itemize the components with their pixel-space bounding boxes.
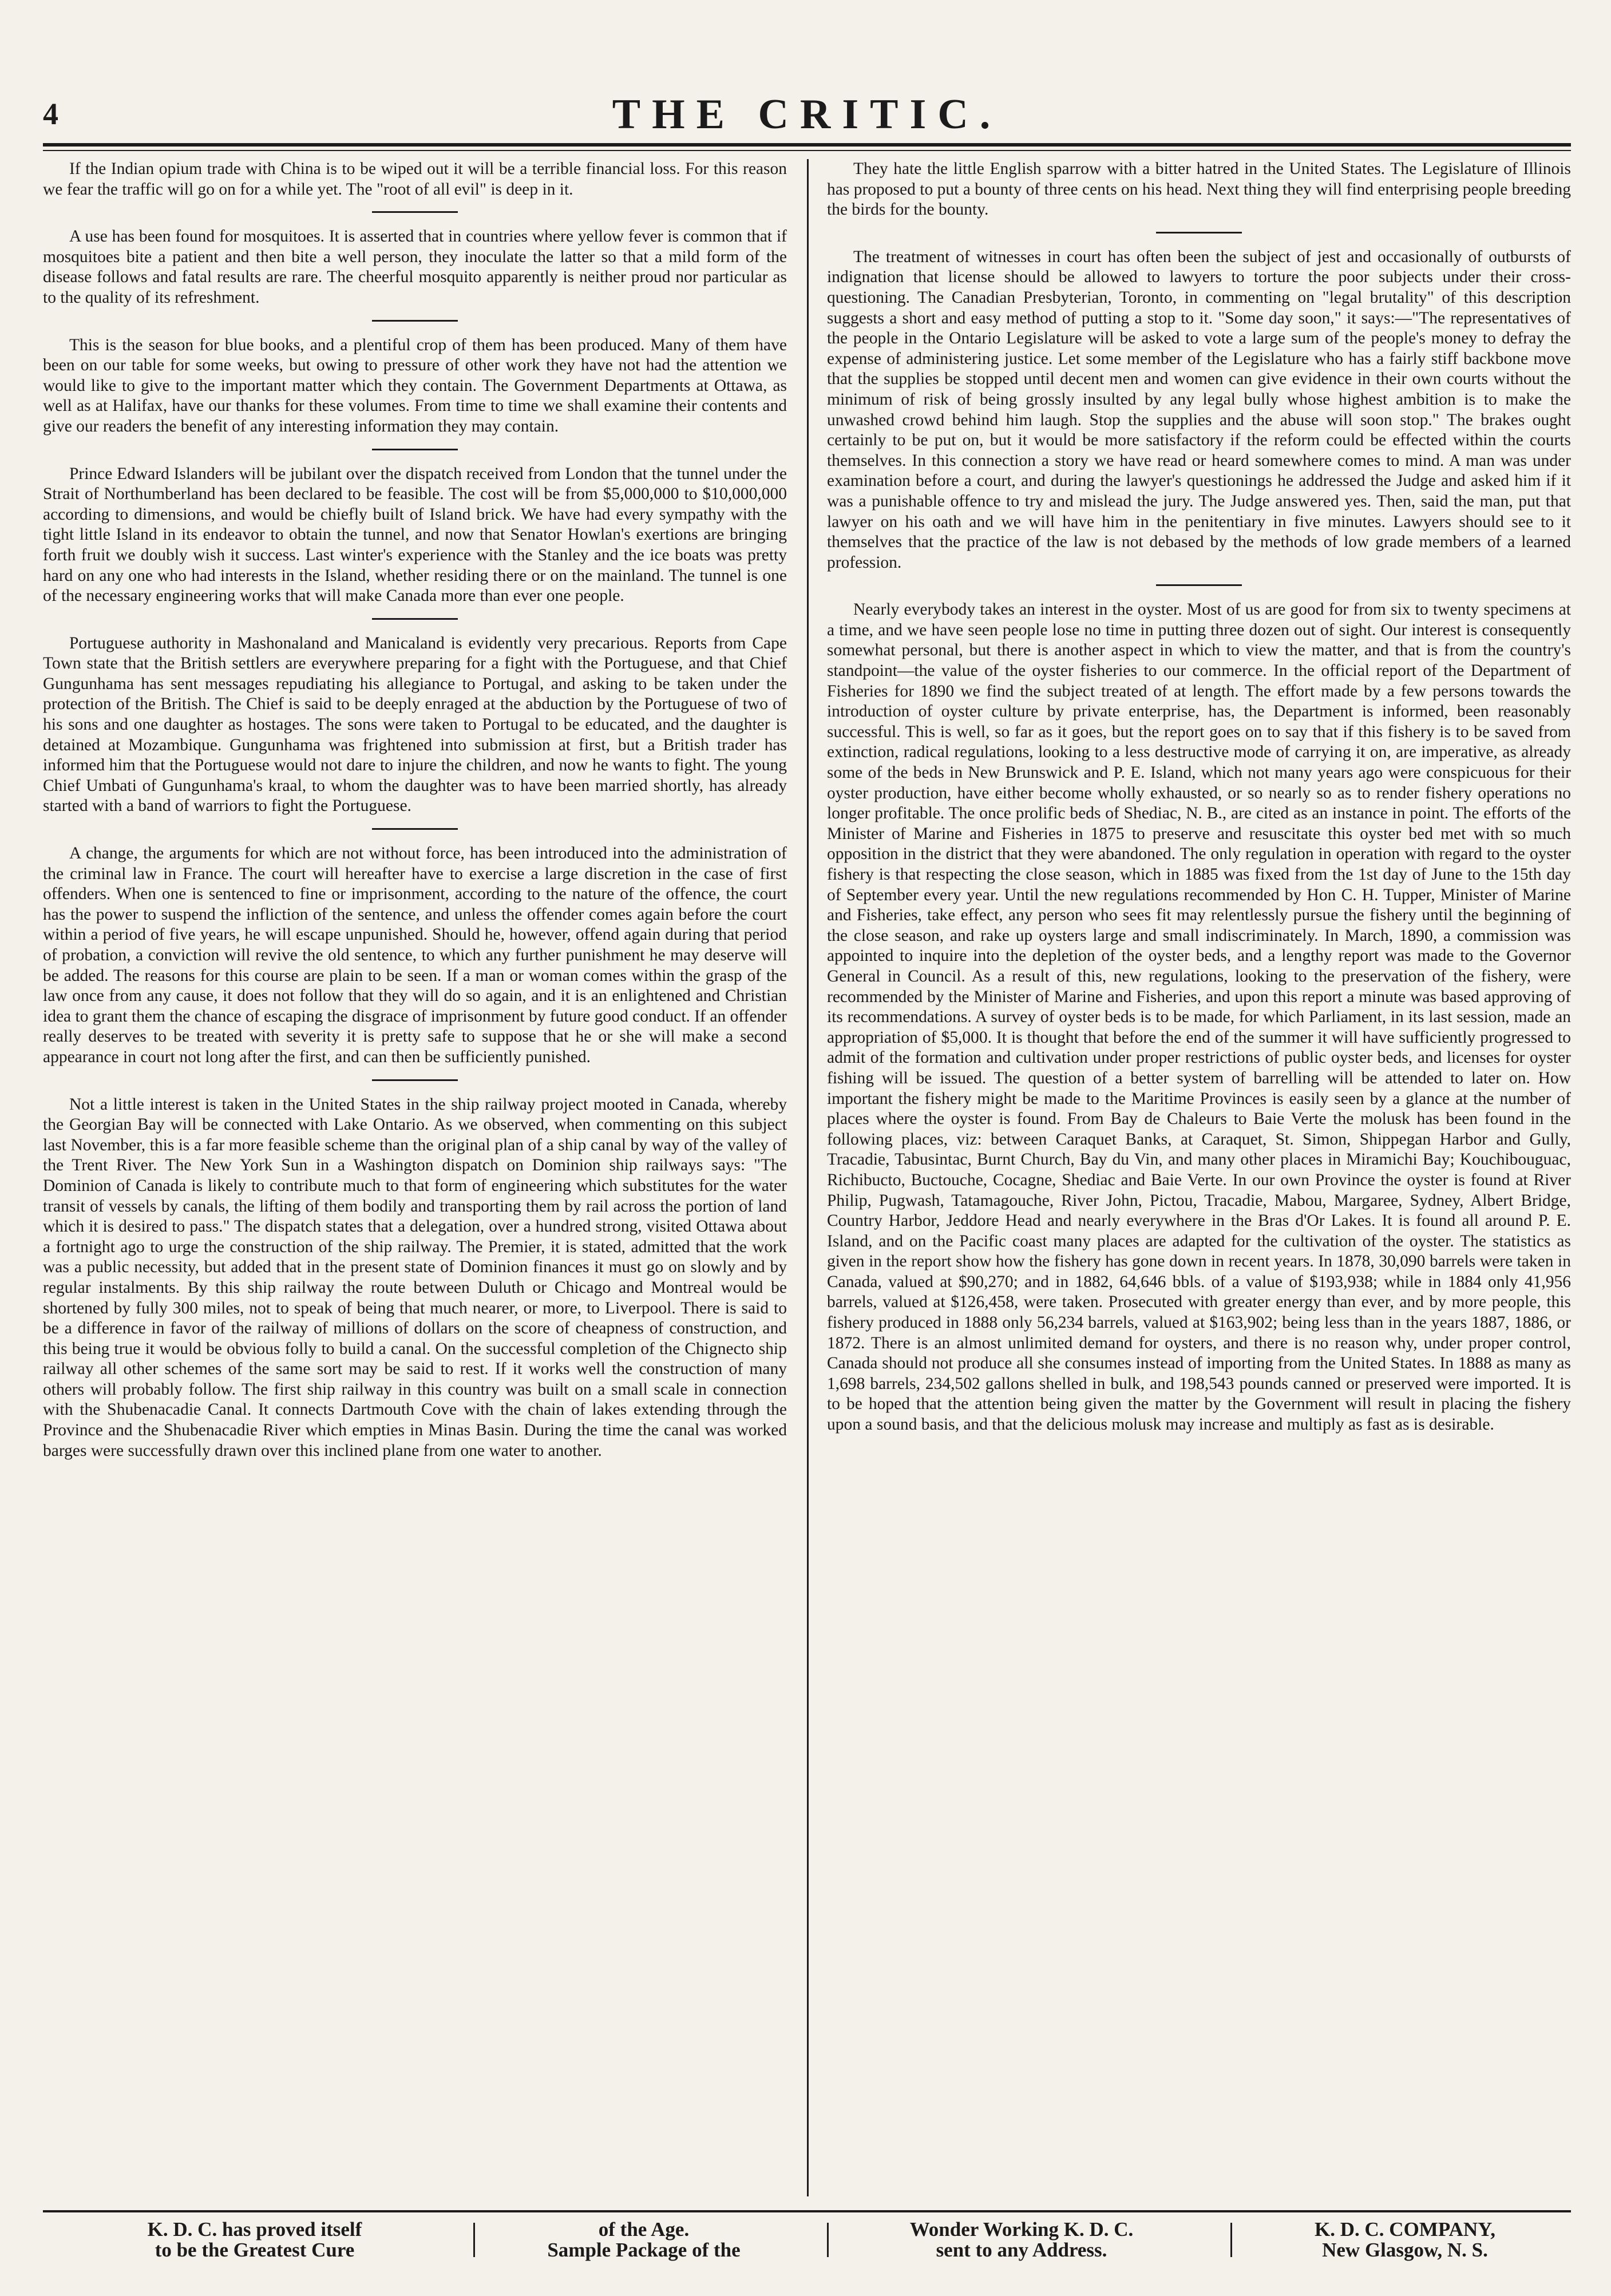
ad-line: Wonder Working K. D. C. [909, 2218, 1134, 2240]
article-separator [372, 211, 458, 213]
ad-divider [473, 2223, 475, 2257]
ad-cell-1 [43, 2219, 466, 2261]
right-column [827, 159, 1571, 2196]
article-separator [372, 320, 458, 322]
ad-cell-2 [481, 2219, 807, 2261]
article-separator [372, 618, 458, 620]
footer-advertisement [43, 2210, 1571, 2261]
ad-line: K. D. C. has proved itself [147, 2218, 362, 2240]
article-separator [1156, 584, 1242, 586]
newspaper-page [43, 86, 1571, 2261]
header-rule-thick [43, 143, 1571, 147]
article-criminal-law-france: A change, the arguments for which are not without force, has been introduced into the administration of the criminal law in France. The court will hereafter have to exercise a large discretion in the case of first offenders. When one is sentenced to fine or imprisonment, according to the nature of the offence, the court has the power to suspend the infliction of the sentence, and unless the offender comes again before the court within a period of five years, he will escape unpunished. Should he, however, offend again during that period of probation, a conviction will revive the old sentence, to which any further punishment he may deserve will be added. The reasons for this course are plain to be seen. If a man or woman comes within the grasp of the law once from any cause, it does not follow that they will do so again, and it is an enlightened and Christian idea to grant them the chance of escaping the disgrace of imprisonment by future good conduct. If an offender really deserves to be treated with severity it is pretty safe to suppose that he or she will make a second appearance in court not long after the first, and can then be sufficiently punished. [43, 844, 787, 1066]
article-mashonaland: Portuguese authority in Mashonaland and Manicaland is evidently very precarious. Reports from Cape Town state that the British settlers are everywhere preparing for a fight with the Portuguese, and that Chief Gungunhama has sent messages repudiating his allegiance to Portugal, and asking to be taken under the protection of the British. The Chief is said to be deeply enraged at the abduction by the Portuguese of two of his sons and one daughter as hostages. The sons were taken to Portugal to be educated, and the daughter is detained at Mozambique. Gungunhama was frightened into submission at first, but a British trader has informed him that the Portuguese would not dare to injure the children, and now he wants to fight. The young Chief Umbati of Gungunhama's kraal, to whom the daughter was to have been married shortly, has already started with a band of warriors to fight the Portuguese. [43, 634, 787, 816]
ad-line: New Glasgow, N. S. [1322, 2239, 1488, 2261]
page-number: 4 [43, 97, 58, 131]
article-separator [372, 1079, 458, 1081]
ad-line: Sample Package of the [547, 2239, 741, 2261]
article-blue-books: This is the season for blue books, and a plentiful crop of them has been produced. Many of them have been on our table for some weeks, but owing to pressure of other work they have not had the attention we would like to give to the important matter which they contain. The Government Departments at Ottawa, as well as at Halifax, have our thanks for these volumes. From time to time we shall examine their contents and give our readers the benefit of any interesting information they may contain. [43, 335, 787, 436]
ad-line: sent to any Address. [936, 2239, 1107, 2261]
article-separator [372, 449, 458, 450]
article-mosquitoes: A use has been found for mosquitoes. It is asserted that in countries where yellow fever is common that if mosquitoes bite a patient and then bite a well person, they inoculate the latter so that a mild form of the disease follows and fatal results are rare. The cheerful mosquito apparently is neither proud nor particular as to the quality of its refreshment. [43, 227, 787, 307]
header-rule-thin [43, 150, 1571, 151]
masthead-title: THE CRITIC. [612, 91, 1002, 138]
ad-line: of the Age. [598, 2218, 690, 2240]
ad-cell-4 [1239, 2219, 1571, 2261]
column-divider [807, 159, 809, 2196]
article-pei-tunnel: Prince Edward Islanders will be jubilant over the dispatch received from London that the tunnel under the Strait of Northumberland has been declared to be feasible. The cost will be from $5,000,000 to $10,000,000 according to dimensions, and would be chiefly built of Island brick. We have had every sympathy with the tight little Island in its endeavor to obtain the tunnel, and now that Senator Howlan's exertions are bringing forth fruit we doubly wish it success. Last winter's experience with the Stanley and the ice boats was pretty hard on any one who had interests in the Island, whether residing there or on the mainland. The tunnel is one of the necessary engineering works that will make Canada more than ever one people. [43, 464, 787, 605]
ad-divider [1230, 2223, 1232, 2257]
footer-rule [43, 2210, 1571, 2212]
article-columns [43, 159, 1571, 2196]
ad-line: K. D. C. COMPANY, [1315, 2218, 1495, 2240]
ad-cell-3 [836, 2219, 1208, 2261]
article-opium-trade: If the Indian opium trade with China is to be wiped out it will be a terrible financial loss. For this reason we fear the traffic will go on for a while yet. The "root of all evil" is deep in it. [43, 160, 787, 199]
article-english-sparrow: They hate the little English sparrow with a bitter hatred in the United States. The Legislature of Illinois has proposed to put a bounty of three cents on his head. Next thing they will find enterprising people breeding the birds for the bounty. [827, 160, 1571, 219]
page-header [43, 86, 1571, 146]
article-oyster-fisheries: Nearly everybody takes an interest in the oyster. Most of us are good for from six to twenty specimens at a time, and we have seen people lose no time in putting three dozen out of sight. Our interest is consequently somewhat personal, but there is another aspect in which to view the matter, and that is from the country's standpoint—the value of the oyster fisheries to our commerce. In the official report of the Department of Fisheries for 1890 we find the subject treated of at length. The effort made by a few persons towards the introduction of oyster culture by private enterprise, has, the Department is informed, been reasonably successful. This is well, so far as it goes, but the report goes on to say that if this fishery is to be saved from extinction, radical regulations, looking to a less destructive mode of carrying it on, are imperative, as already some of the beds in New Brunswick and P. E. Island, which not many years ago were conspicuous for their oyster production, have either become wholly exhausted, or so nearly so as to render fishery operations no longer profitable. The once prolific beds of Shediac, N. B., are cited as an instance in point. The efforts of the Minister of Marine and Fisheries in 1875 to preserve and resuscitate this oyster bed met with so much opposition in the district that they were abandoned. The only regulation in operation with regard to the oyster fishery is that respecting the close season, which in 1885 was fixed from the 1st day of June to the 15th day of September every year. Until the new regulations recommended by Hon C. H. Tupper, Minister of Marine and Fisheries, take effect, any person who sees fit may relentlessly pursue the fishery until the beginning of the close season, and rake up oysters large and small indiscriminately. In March, 1890, a commission was appointed to inquire into the depletion of the oyster beds, and a lengthy report was made to the Governor General in Council. As a result of this, new regulations, looking to the preservation of the fishery, were recommended by the Minister of Marine and Fisheries, and upon this report a minute was based approving of its recommendations. A survey of oyster beds is to be made, for which Parliament, in its last session, made an appropriation of $5,000. It is thought that before the end of the summer it will have sufficiently progressed to admit of the formation and cultivation under proper restrictions of public oyster beds, and licenses for oyster fishing will be issued. The question of a better system of barrelling will be attended to later on. How important the fishery might be made to the Maritime Provinces is easily seen by a glance at the number of places where the oyster is found. From Bay de Chaleurs to Baie Verte the molusk has been found in the following places, viz: between Caraquet Banks, at Caraquet, St. Simon, Shippegan Harbor and Gully, Tracadie, Tabusintac, Burnt Church, Bay du Vin, and many other places in Miramichi Bay; Kouchibouguac, Richibucto, Buctouche, Cocagne, Shediac and Baie Verte. In our own Province the oyster is found at River Philip, Pugwash, Tatamagouche, River John, Pictou, Tracadie, Mabou, Margaree, Sydney, Albert Bridge, Country Harbor, Jeddore Head and nearly everywhere in the Bras d'Or Lakes. It is found all around P. E. Island, and on the Pacific coast many places are adapted for the cultivation of the oyster. The statistics as given in the report show how the fishery has gone down in recent years. In 1878, 30,090 barrels were taken in Canada, valued at $90,270; and in 1882, 64,646 bbls. of a value of $193,938; while in 1884 only 41,956 barrels, valued at $126,458, were taken. Prosecuted with greater energy than ever, and by more people, this fishery produced in 1888 only 56,234 barrels, valued at $163,902; being less than in the years 1887, 1886, or 1872. There is an almost unlimited demand for oysters, and there is no reason why, under proper control, Canada should not produce all she consumes instead of importing from the United States. In 1888 as many as 1,698 barrels, 234,502 gallons shelled in bulk, and 198,543 pounds canned or preserved were imported. It is to be hoped that the attention being given the matter by the Government will result in placing the fishery upon a sound basis, and that the delicious molusk may increase and multiply as fast as is desirable. [827, 600, 1571, 1434]
article-ship-railway: Not a little interest is taken in the United States in the ship railway project mooted in Canada, whereby the Georgian Bay will be connected with Lake Ontario. As we observed, when commenting on this subject last November, this is a far more feasible scheme than the original plan of a ship canal by way of the valley of the Trent River. The New York Sun in a Washington dispatch on Dominion ship railways says: "The Dominion of Canada is likely to contribute much to that form of engineering which substitutes for the water transit of vessels by canals, the lifting of them bodily and transporting them by rail across the portion of land which it is desired to pass." The dispatch states that a delegation, over a hundred strong, visited Ottawa about a fortnight ago to urge the construction of the ship railway. The Premier, it is stated, admitted that the work was a public necessity, but added that in the present state of Dominion finances it must go on slowly and by regular instalments. By this ship railway the route between Duluth or Chicago and Montreal would be shortened by fully 300 miles, not to speak of being that much nearer, or more, to Liverpool. There is said to be a difference in favor of the railway of millions of dollars on the score of cheapness of construction, and this being true it would be obvious folly to build a canal. On the successful completion of the Chignecto ship railway all other schemes of the same sort may be said to rest. If it works well the construction of many others will probably follow. The first ship railway in this country was built on a small scale in connection with the Shubenacadie Canal. It connects Dartmouth Cove with the chain of lakes extending through the Province and the Shubenacadie River which empties in Minas Basin. During the time the canal was worked barges were successfully drawn over this inclined plane from one water to another. [43, 1095, 787, 1460]
article-witnesses-in-court: The treatment of witnesses in court has often been the subject of jest and occasionally of outbursts of indignation that license should be allowed to lawyers to torture the poor subjects under their cross-questioning. The Canadian Presbyterian, Toronto, in commenting on "legal brutality" of this description suggests a short and easy method of putting a stop to it. "Some day soon," it says:—"The representatives of the people in the Ontario Legislature will be asked to vote a large sum of the people's money to defray the expense of administering justice. Let some member of the Legislature who has a fairly stiff backbone move that the supplies be stopped until decent men and women can give evidence in their own courts without the minimum of risk of being grossly insulted by any legal bully whose highest ambition is to make the unwashed crowd behind him laugh. Stop the supplies and the abuse will soon stop." The brakes ought certainly to be put on, but it would be more satisfactory if the reform could be effected within the courts themselves. In this connection a story we have read or heard somewhere comes to mind. A man was under examination before a court, and during the lawyer's questionings he addressed the Judge and asked him if it was a punishable offence to try and mislead the jury. The Judge answered yes. Then, said the man, put that lawyer on his oath and we will have him in the penitentiary in five minutes. Lawyers should see to it themselves that the practice of the law is not debased by the methods of low grade members of a learned profession. [827, 247, 1571, 572]
article-separator [372, 828, 458, 830]
article-separator [1156, 232, 1242, 233]
ad-line: to be the Greatest Cure [155, 2239, 355, 2261]
ad-divider [827, 2223, 829, 2257]
left-column [43, 159, 787, 2196]
